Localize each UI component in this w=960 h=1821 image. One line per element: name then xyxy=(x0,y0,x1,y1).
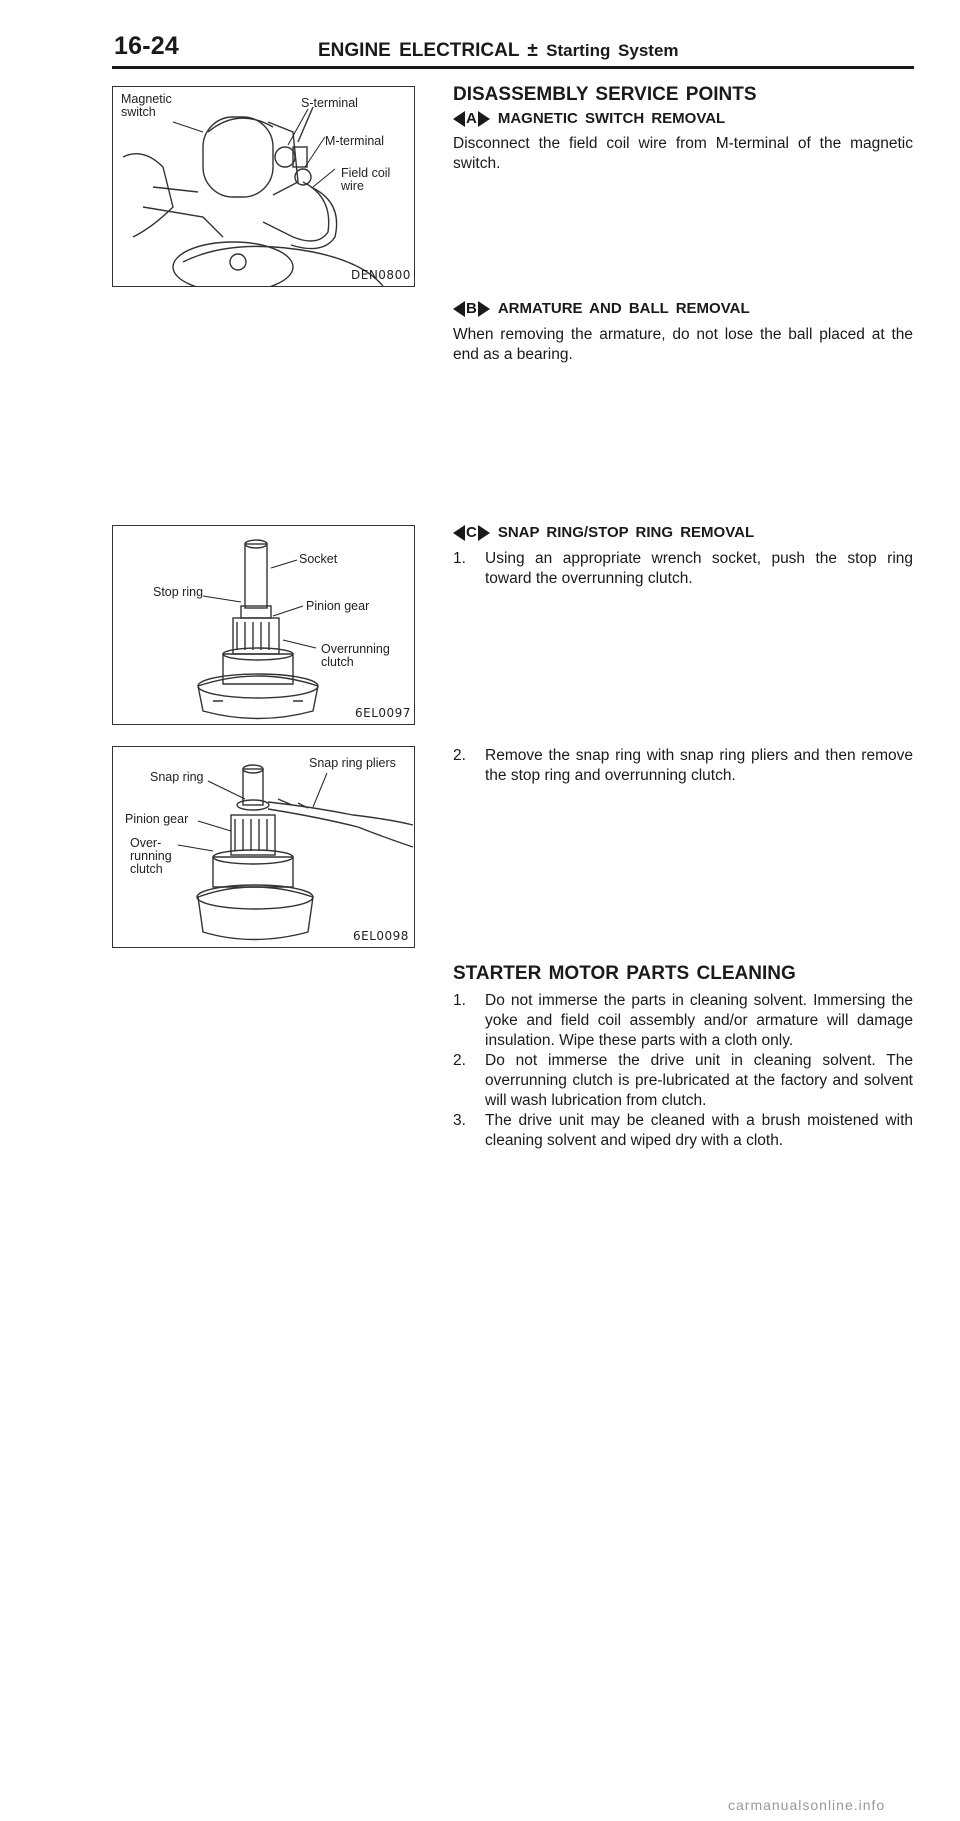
item-number: 2. xyxy=(453,1052,466,1069)
step-marker-a: A xyxy=(453,110,490,127)
header-title-main: ENGINE ELECTRICAL ± xyxy=(318,40,538,61)
stop-ring-socket-illustration xyxy=(113,526,414,724)
label-magnetic: Magnetic xyxy=(121,92,172,106)
footer-url: carmanualsonline.info xyxy=(728,1797,886,1813)
label-pinion-gear: Pinion gear xyxy=(125,812,189,826)
label-pinion-gear: Pinion gear xyxy=(306,599,370,613)
step-c-item-1 xyxy=(453,549,913,589)
snap-ring-pliers-illustration xyxy=(113,747,414,947)
cleaning-item-1 xyxy=(453,991,913,1051)
item-number: 1. xyxy=(453,550,466,567)
page-number: 16-24 xyxy=(114,32,179,60)
section-title-disassembly: DISASSEMBLY SERVICE POINTS xyxy=(453,84,757,105)
label-clutch: clutch xyxy=(130,862,163,876)
step-heading-a xyxy=(453,110,725,127)
step-text-b: When removing the armature, do not lose the ball placed at the end as a bearing. xyxy=(453,326,913,363)
label-socket: Socket xyxy=(299,552,338,566)
item-number: 3. xyxy=(453,1112,466,1129)
item-text: Do not immerse the drive unit in cleaning solvent. The overrunning clutch is pre-lubricated at the factory and solvent will wash lubrication from clutch. xyxy=(485,1052,913,1109)
label-running: running xyxy=(130,849,172,863)
step-marker-b: B xyxy=(453,300,490,317)
label-clutch: clutch xyxy=(321,655,354,669)
item-text: Remove the snap ring with snap ring pliers and then remove the stop ring and overrunning clutch. xyxy=(485,747,913,784)
label-wire: wire xyxy=(341,179,364,193)
triangle-left-icon xyxy=(453,301,465,317)
step-heading-b xyxy=(453,300,750,317)
figure-code: 6EL0098 xyxy=(353,929,409,943)
header-title-sub: Starting System xyxy=(546,41,679,60)
section-title-cleaning: STARTER MOTOR PARTS CLEANING xyxy=(453,963,796,984)
step-marker-c: C xyxy=(453,524,490,541)
triangle-right-icon xyxy=(478,301,490,317)
label-s-terminal: S-terminal xyxy=(301,96,358,110)
triangle-right-icon xyxy=(478,111,490,127)
label-switch: switch xyxy=(121,105,156,119)
item-number: 1. xyxy=(453,992,466,1009)
step-heading-text: MAGNETIC SWITCH REMOVAL xyxy=(497,110,726,127)
item-text: The drive unit may be cleaned with a brush moistened with cleaning solvent and wiped dry with a cloth. xyxy=(485,1112,913,1149)
figure-code: 6EL0097 xyxy=(355,706,411,720)
item-text: Using an appropriate wrench socket, push the stop ring toward the overrunning clutch. xyxy=(485,550,913,587)
step-text-a: Disconnect the field coil wire from M-terminal of the magnetic switch. xyxy=(453,135,913,172)
step-heading-text: ARMATURE AND BALL REMOVAL xyxy=(497,300,750,317)
label-field-coil: Field coil xyxy=(341,166,391,180)
label-snap-ring-pliers: Snap ring pliers xyxy=(309,756,396,770)
label-snap-ring: Snap ring xyxy=(150,770,204,784)
label-overrunning: Overrunning xyxy=(321,642,390,656)
figure-magnetic-switch xyxy=(112,86,415,287)
figure-stop-ring-socket xyxy=(112,525,415,725)
step-heading-text: SNAP RING/STOP RING REMOVAL xyxy=(497,524,755,541)
triangle-left-icon xyxy=(453,525,465,541)
figure-snap-ring-pliers xyxy=(112,746,415,948)
item-text: Do not immerse the parts in cleaning solvent. Immersing the yoke and field coil assembly and/or armature will damage insulation. Wipe these parts with a cloth only. xyxy=(485,992,913,1049)
label-over: Over- xyxy=(130,836,162,850)
item-number: 2. xyxy=(453,747,466,764)
label-m-terminal: M-terminal xyxy=(325,134,385,148)
figure-code: DEN0800 xyxy=(351,268,411,282)
magnetic-switch-illustration xyxy=(113,87,414,286)
step-c-item-2 xyxy=(453,746,913,786)
header-rule xyxy=(112,66,914,69)
cleaning-item-3 xyxy=(453,1111,913,1151)
cleaning-item-2 xyxy=(453,1051,913,1111)
label-stop-ring: Stop ring xyxy=(153,585,204,599)
step-heading-c xyxy=(453,524,754,541)
triangle-left-icon xyxy=(453,111,465,127)
header-title xyxy=(318,40,679,62)
triangle-right-icon xyxy=(478,525,490,541)
